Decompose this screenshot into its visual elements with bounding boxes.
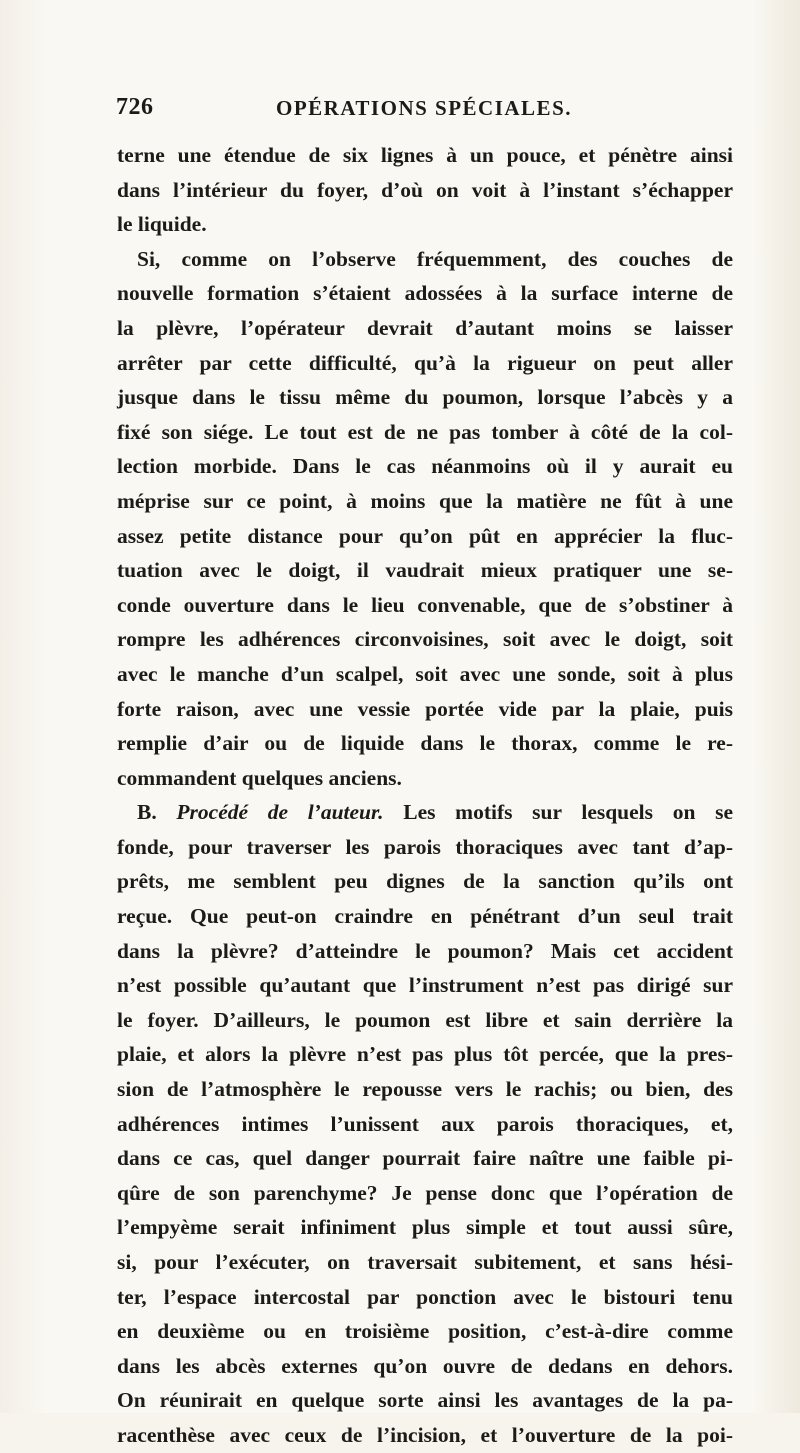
text-line: conde ouverture dans le lieu convenable, que de s’obstiner à [117,592,733,617]
text-line: dans les abcès externes qu’on ouvre de dedans en dehors. [117,1353,733,1378]
body-text [117,138,733,1453]
text-line: ter, l’espace intercostal par ponction avec le bistouri tenu [117,1284,733,1309]
section-title: Procédé de l’auteur. [176,800,384,825]
text-line: rompre les adhérences circonvoisines, soit avec le doigt, soit [117,627,733,652]
text-line: en deuxième ou en troisième position, c’est-à-dire comme [117,1319,733,1344]
text-line: sion de l’atmosphère le repousse vers le rachis; ou bien, des [117,1077,733,1102]
text-line: n’est possible qu’autant que l’instrument n’est pas dirigé sur [117,973,733,998]
text-line: qûre de son parenchyme? Je pense donc que l’opération de [117,1180,733,1205]
text-line: jusque dans le tissu même du poumon, lorsque l’abcès y a [117,385,733,410]
text-line: commandent quelques anciens. [117,765,402,790]
text-line: tuation avec le doigt, il vaudrait mieux pratiquer une se- [117,558,733,583]
text-line: nouvelle formation s’étaient adossées à la surface interne de [117,281,733,306]
text-fragment: Les motifs sur lesquels on se [403,800,733,825]
text-line: arrêter par cette difficulté, qu’à la rigueur on peut aller [117,350,733,375]
text-line: méprise sur ce point, à moins que la matière ne fût à une [117,488,733,513]
text-line: adhérences intimes l’unissent aux parois thoraciques, et, [117,1111,733,1136]
text-line: l’empyème serait infiniment plus simple et tout aussi sûre, [117,1215,733,1240]
text-line: dans ce cas, quel danger pourrait faire naître une faible pi- [117,1146,733,1171]
text-line: reçue. Que peut-on craindre en pénétrant d’un seul trait [117,904,733,929]
page-number: 726 [116,94,154,120]
running-head: OPÉRATIONS SPÉCIALES. [275,96,572,120]
text-line: lection morbide. Dans le cas néanmoins où il y aurait eu [117,454,733,479]
text-line: On réunirait en quelque sorte ainsi les avantages de la pa- [117,1388,733,1413]
paragraph-adhesions [117,242,733,796]
text-line: terne une étendue de six lignes à un pouce, et pénètre ainsi [117,143,733,167]
text-line: prêts, me semblent peu dignes de la sanction qu’ils ont [117,869,733,894]
page-header [116,94,732,128]
text-line: le foyer. D’ailleurs, le poumon est libre et sain derrière la [117,1007,733,1032]
text-line: fonde, pour traverser les parois thoraciques avec tant d’ap- [117,834,733,859]
text-line: racenthèse avec ceux de l’incision, et l’ouverture de la poi- [117,1422,733,1447]
text-line: si, pour l’exécuter, on traversait subitement, et sans hési- [117,1250,733,1274]
text-line: forte raison, avec une vessie portée vide par la plaie, puis [117,696,733,721]
text-line: assez petite distance pour qu’on pût en apprécier la fluc- [117,523,733,548]
text-line: remplie d’air ou de liquide dans le thorax, comme le re- [117,731,733,756]
section-label: B. [137,800,157,825]
paragraph-procede-auteur [117,795,733,1452]
text-line: plaie, et alors la plèvre n’est pas plus tôt percée, que la pres- [117,1042,733,1067]
text-line: fixé son siége. Le tout est de ne pas tomber à côté de la col- [117,419,733,444]
text-line [117,795,733,830]
text-line: avec le manche d’un scalpel, soit avec une sonde, soit à plus [117,661,733,686]
text-line: la plèvre, l’opérateur devrait d’autant moins se laisser [117,315,733,340]
text-line: Si, comme on l’observe fréquemment, des couches de [137,246,733,271]
text-line: dans l’intérieur du foyer, d’où on voit à l’instant s’échapper [117,177,733,202]
paragraph-continuation [117,138,733,242]
text-line: dans la plèvre? d’atteindre le poumon? Mais cet accident [117,938,733,963]
text-line: le liquide. [117,212,207,237]
